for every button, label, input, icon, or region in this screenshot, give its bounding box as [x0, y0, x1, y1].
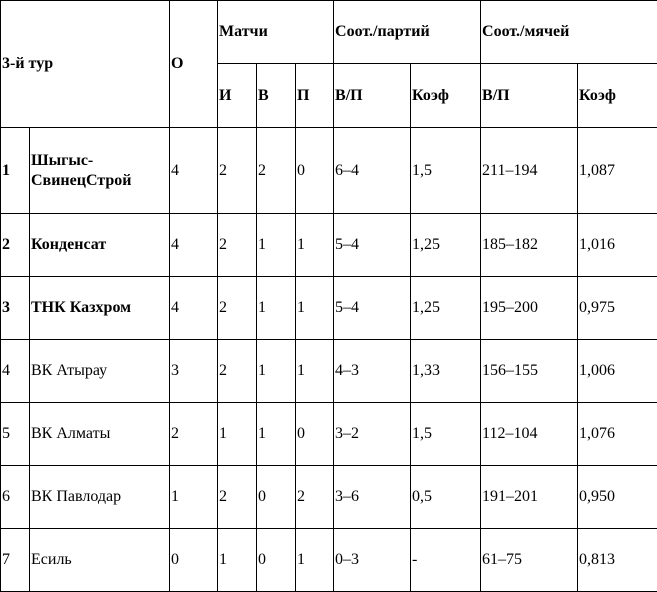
won-cell: 1: [257, 403, 296, 466]
sets-wl-header: В/П: [334, 64, 411, 128]
lost-cell: 1: [296, 340, 334, 403]
played-cell: 2: [218, 340, 257, 403]
lost-cell: 0: [296, 128, 334, 214]
balls-wl-cell: 61–75: [481, 529, 578, 592]
lost-cell: 1: [296, 277, 334, 340]
played-cell: 1: [218, 529, 257, 592]
played-cell: 2: [218, 214, 257, 277]
table-row: [1, 529, 657, 592]
played-cell: 2: [218, 466, 257, 529]
sets-coef-header: Коэф: [411, 64, 481, 128]
position-cell: 2: [1, 214, 30, 277]
balls-coef-cell: 0,975: [578, 277, 657, 340]
position-cell: 1: [1, 128, 30, 214]
sets-coef-cell: 1,25: [411, 214, 481, 277]
sets-coef-cell: 1,5: [411, 128, 481, 214]
tour-header: 3-й тур: [1, 1, 170, 128]
table-row: [1, 340, 657, 403]
sets-header: Соот./партий: [334, 1, 481, 64]
position-cell: 4: [1, 340, 30, 403]
points-cell: 4: [170, 277, 218, 340]
team-cell: ВК Алматы: [30, 403, 170, 466]
balls-coef-cell: 0,813: [578, 529, 657, 592]
sets-wl-cell: 5–4: [334, 277, 411, 340]
points-cell: 0: [170, 529, 218, 592]
points-cell: 3: [170, 340, 218, 403]
balls-header: Соот./мячей: [481, 1, 657, 64]
team-cell: Конденсат: [30, 214, 170, 277]
team-cell: ВК Павлодар: [30, 466, 170, 529]
balls-wl-header: В/П: [481, 64, 578, 128]
sets-wl-cell: 5–4: [334, 214, 411, 277]
sets-coef-cell: 1,5: [411, 403, 481, 466]
balls-wl-cell: 185–182: [481, 214, 578, 277]
position-cell: 5: [1, 403, 30, 466]
balls-coef-cell: 1,087: [578, 128, 657, 214]
matches-header: Матчи: [218, 1, 334, 64]
won-header: В: [257, 64, 296, 128]
team-cell: ТНК Казхром: [30, 277, 170, 340]
points-cell: 2: [170, 403, 218, 466]
sets-coef-cell: 1,25: [411, 277, 481, 340]
position-cell: 3: [1, 277, 30, 340]
points-cell: 1: [170, 466, 218, 529]
won-cell: 1: [257, 277, 296, 340]
sets-wl-cell: 3–6: [334, 466, 411, 529]
sets-wl-cell: 4–3: [334, 340, 411, 403]
sets-coef-cell: 0,5: [411, 466, 481, 529]
team-cell: Шыгыс-СвинецСтрой: [30, 128, 170, 214]
played-header: И: [218, 64, 257, 128]
balls-wl-cell: 195–200: [481, 277, 578, 340]
table-row: [1, 403, 657, 466]
sets-wl-cell: 0–3: [334, 529, 411, 592]
won-cell: 1: [257, 214, 296, 277]
table-row: [1, 214, 657, 277]
sets-wl-cell: 3–2: [334, 403, 411, 466]
position-cell: 6: [1, 466, 30, 529]
table-row: [1, 277, 657, 340]
balls-wl-cell: 211–194: [481, 128, 578, 214]
lost-cell: 1: [296, 214, 334, 277]
won-cell: 0: [257, 529, 296, 592]
points-header: О: [170, 1, 218, 128]
lost-cell: 2: [296, 466, 334, 529]
balls-coef-cell: 1,076: [578, 403, 657, 466]
lost-header: П: [296, 64, 334, 128]
balls-coef-cell: 1,006: [578, 340, 657, 403]
played-cell: 2: [218, 128, 257, 214]
lost-cell: 1: [296, 529, 334, 592]
sets-coef-cell: -: [411, 529, 481, 592]
balls-wl-cell: 112–104: [481, 403, 578, 466]
position-cell: 7: [1, 529, 30, 592]
balls-coef-header: Коэф: [578, 64, 657, 128]
team-cell: Есиль: [30, 529, 170, 592]
won-cell: 2: [257, 128, 296, 214]
balls-coef-cell: 0,950: [578, 466, 657, 529]
played-cell: 2: [218, 277, 257, 340]
won-cell: 0: [257, 466, 296, 529]
lost-cell: 0: [296, 403, 334, 466]
team-cell: ВК Атырау: [30, 340, 170, 403]
balls-wl-cell: 156–155: [481, 340, 578, 403]
points-cell: 4: [170, 214, 218, 277]
table-row: [1, 128, 657, 214]
sets-coef-cell: 1,33: [411, 340, 481, 403]
sets-wl-cell: 6–4: [334, 128, 411, 214]
balls-coef-cell: 1,016: [578, 214, 657, 277]
won-cell: 1: [257, 340, 296, 403]
points-cell: 4: [170, 128, 218, 214]
balls-wl-cell: 191–201: [481, 466, 578, 529]
played-cell: 1: [218, 403, 257, 466]
header-row-1: [1, 1, 657, 64]
table-row: [1, 466, 657, 529]
